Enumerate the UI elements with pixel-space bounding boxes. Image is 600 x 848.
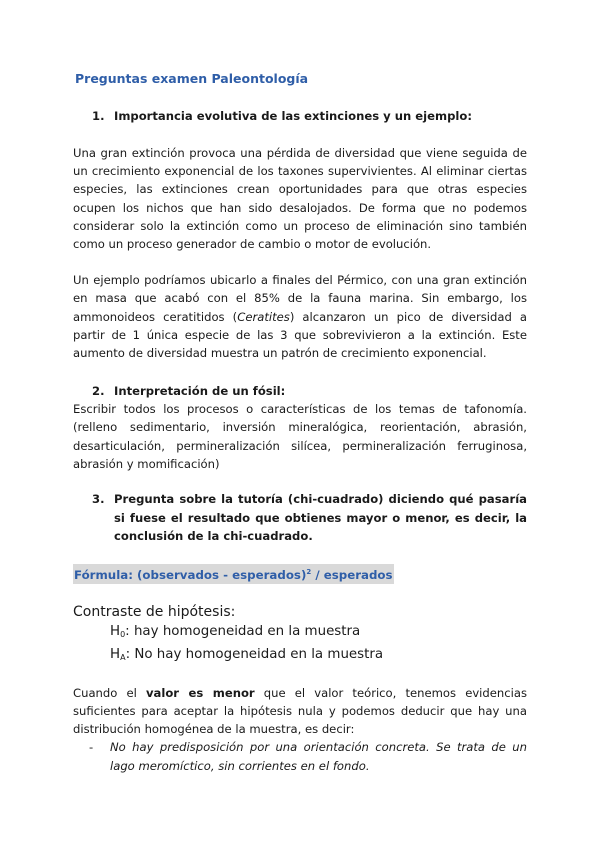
formula-highlight: [73, 564, 394, 584]
formula-superscript: 2: [306, 567, 312, 576]
ha-subscript: A: [120, 652, 126, 662]
contrast-label: Contraste de hipótesis:: [73, 603, 236, 620]
question-3-text: Pregunta sobre la tutoría (chi-cuadrado) diciendo qué pasaría si fuese el resultado que obtienes mayor o menor, es decir, la conclusión de la chi-cuadrado.: [114, 492, 527, 544]
ceratites-italic: Ceratites: [237, 309, 290, 324]
question-2-paragraph: Escribir todos los procesos o características de los temas de tafonomía. (relleno sedimentario, inversión mineralógica, reorientación, abrasión, desarticulación, permineralización silícea, permineralización ferruginosa, abrasión y momificación): [73, 402, 527, 471]
question-1-paragraph-2-b: ) alcanzaron un pico de diversidad a partir de 1 única especie de las 3 que sobrevivieron a la extinción. Este aumento de diversidad muestra un patrón de crecimiento exponencial.: [73, 309, 528, 361]
question-1-paragraph-2-a: Un ejemplo podríamos ubicarlo a finales del Pérmico, con una gran extinción en masa que acabó con el 85% de la fauna marina. Sin embargo, los ammonoideos ceratitidos (: [73, 273, 527, 324]
conclusion-b: que el valor teórico, tenemos evidencias suficientes para aceptar la hipótesis nula y podemos deducir que hay una distribución homogénea de la muestra, es decir:: [73, 685, 527, 737]
h0-subscript: 0: [120, 629, 126, 639]
ha-text: : No hay homogeneidad en la muestra: [125, 646, 384, 662]
document-page: [73, 70, 527, 775]
conclusion-bold: valor es menor: [145, 685, 255, 700]
conclusion-paragraph: [73, 684, 527, 739]
formula-text-a: Fórmula: (observados - esperados): [74, 567, 307, 582]
formula-line: [73, 564, 527, 584]
h0-letter: H: [110, 623, 121, 639]
formula-text-b: / esperados: [311, 567, 393, 582]
question-2-text: Interpretación de un fósil:: [114, 384, 286, 399]
document-title: Preguntas examen Paleontología: [75, 71, 309, 86]
question-3-number: 3.: [92, 492, 105, 507]
hypothesis-ha: [110, 645, 527, 668]
question-1-heading: [92, 107, 527, 125]
question-3-heading: [92, 490, 527, 546]
question-1-number: 1.: [92, 109, 105, 123]
question-1-text: Importancia evolutiva de las extinciones y un ejemplo:: [114, 109, 472, 123]
ha-letter: H: [110, 646, 121, 662]
bullet-dash: -: [89, 740, 94, 755]
bullet-text: No hay predisposición por una orientación concreta. Se trata de un lago meromíctico, sin corrientes en el fondo.: [110, 740, 527, 773]
question-1-paragraph-2: [73, 271, 527, 362]
question-1-paragraph-1: Una gran extinción provoca una pérdida de diversidad que viene seguida de un crecimiento exponencial de los taxones supervivientes. Al eliminar ciertas especies, las extinciones crean oportunidades para que otras especies ocupen los nichos que han sido desalojados. De forma que no podemos considerar solo la extinción como un proceso de eliminación sino también como un proceso generador de cambio o motor de evolución.: [73, 146, 527, 252]
question-2-number: 2.: [92, 384, 105, 399]
conclusion-a: Cuando el: [73, 685, 146, 700]
hypothesis-h0: [110, 622, 527, 645]
question-2-heading: [92, 382, 527, 400]
conclusion-bullet: [73, 738, 527, 774]
h0-text: : hay homogeneidad en la muestra: [125, 623, 361, 639]
